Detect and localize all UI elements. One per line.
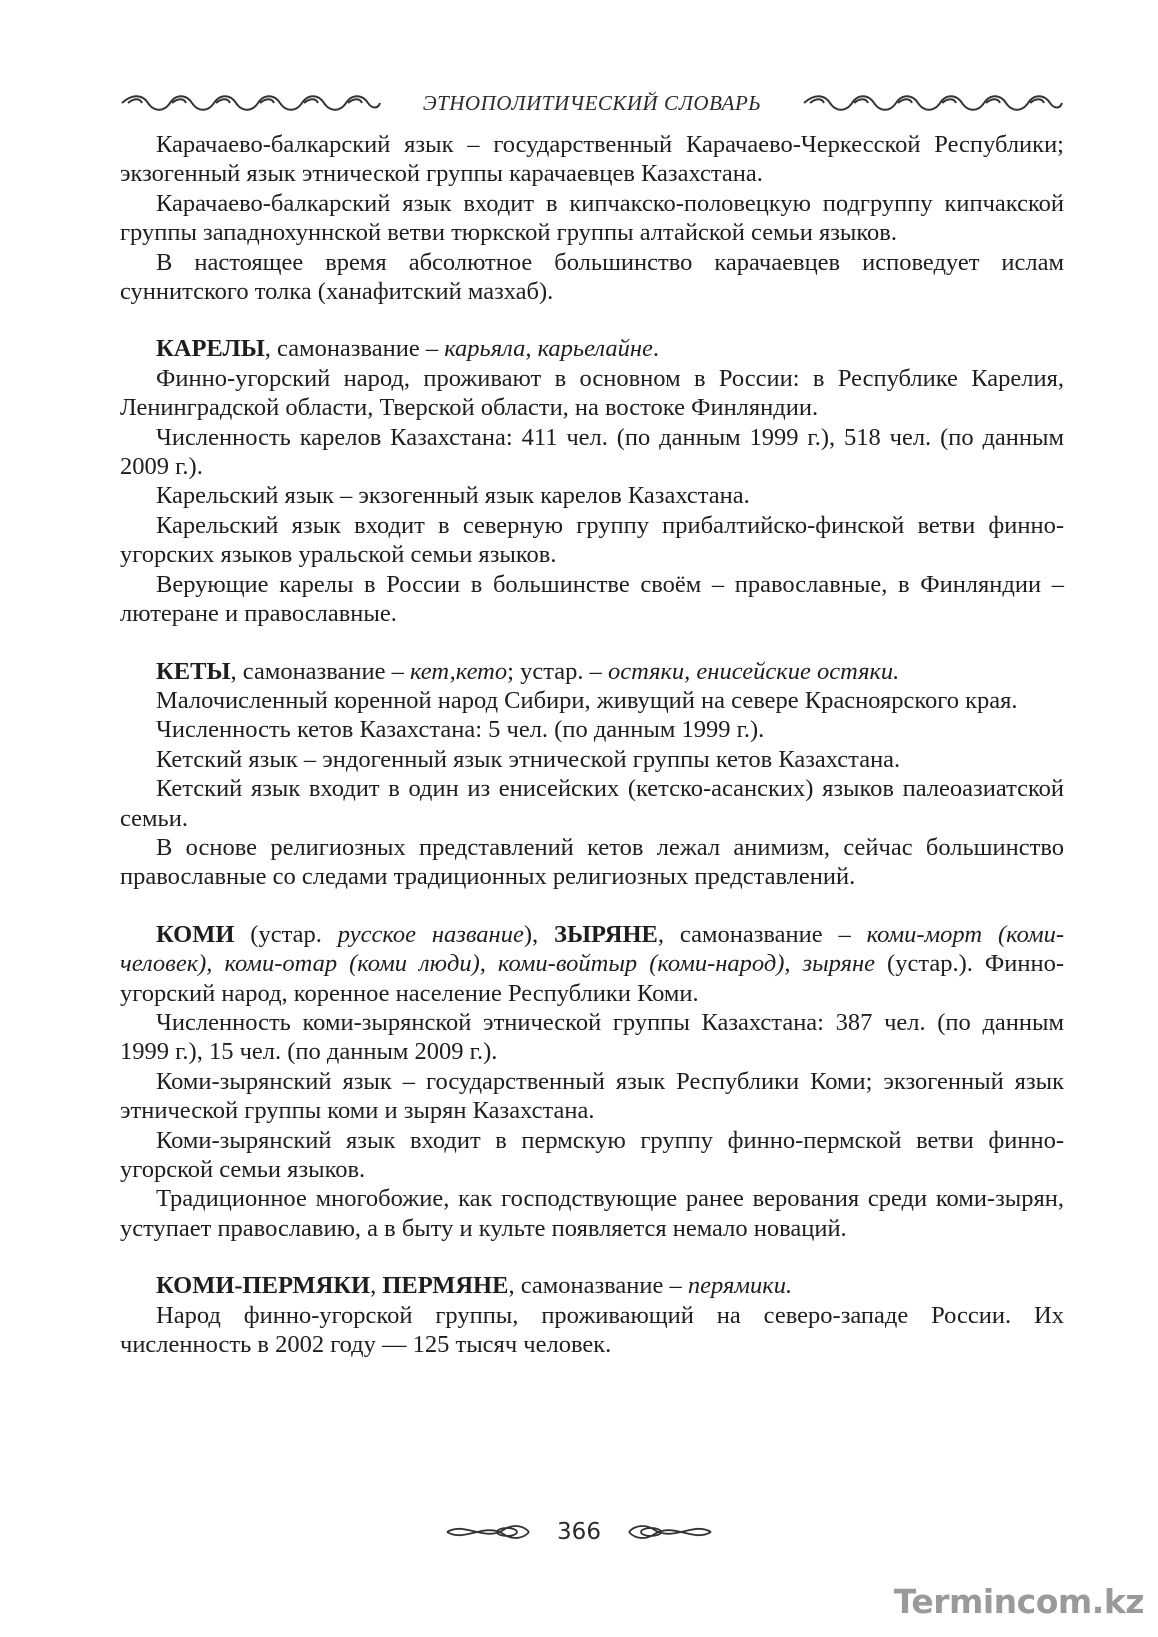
entry-paragraph: Малочисленный коренной народ Сибири, живущий на севере Красноярского края. (156, 686, 1018, 714)
entry-paragraph: Карельский язык входит в северную группу прибалтийско-финской ветви финно-угорских языков уральской семьи языков. (120, 511, 1064, 569)
entry-kety (120, 657, 1064, 892)
self-name: карьяла, карьелайне (444, 335, 653, 363)
headword: КОМИ (156, 920, 235, 948)
self-name: коми-морт (коми-человек), коми-отар (коми люди), коми-войтыр (коми-народ), зыряне (120, 920, 1065, 978)
headword: ПЕРМЯНЕ (382, 1272, 509, 1300)
running-header (120, 86, 1064, 120)
self-name: перямики. (687, 1272, 793, 1300)
entry-heading: КЕТЫ, самоназвание – кет,кето; устар. – остяки, енисейские остяки. (156, 657, 900, 685)
entry-heading: КОМИ-ПЕРМЯКИ, ПЕРМЯНЕ, самоназвание – перямики. (156, 1272, 793, 1300)
entry-paragraph: Коми-зырянский язык – государственный язык Республики Коми; экзогенный язык этнической группы коми и зырян Казахстана. (120, 1067, 1064, 1125)
intro-paragraph: В настоящее время абсолютное большинство карачаевцев исповедует ислам суннитского толка (ханафитский мазхаб). (120, 248, 1064, 306)
entry-paragraph: Численность карелов Казахстана: 411 чел. (по данным 1999 г.), 518 чел. (по данным 2009 г.). (120, 423, 1064, 481)
entry-paragraph: Традиционное многобожие, как господствующие ранее верования среди коми-зырян, уступает православию, а в быту и культе появляется немало новаций. (120, 1185, 1064, 1242)
old-name: остяки, енисейские остяки. (607, 657, 900, 685)
page-footer (0, 1515, 1158, 1549)
self-name: кет,кето (409, 657, 508, 685)
entry-karely (120, 334, 1064, 628)
name-note: русское название (337, 920, 524, 948)
ornament-left-icon (120, 92, 382, 114)
headword: ЗЫРЯНЕ (554, 920, 658, 948)
entry-paragraph: Карельский язык – экзогенный язык карелов Казахстана. (156, 482, 750, 510)
entry-paragraph: Кетский язык входит в один из енисейских (кетско-асанских) языков палеоазиатской семьи. (120, 775, 1064, 832)
entry-heading: КОМИ (устар. русское название), ЗЫРЯНЕ, самоназвание – коми-морт (коми-человек), коми-отар (коми люди), коми-войтыр (коми-народ), зыряне (устар.). Финно-угорский народ, коренное население Республики Коми. (120, 920, 1065, 1007)
entry-paragraph: Численность кетов Казахстана: 5 чел. (по данным 1999 г.). (156, 716, 765, 744)
entry-komi-permyaki (120, 1271, 1064, 1359)
intro-paragraph: Карачаево-балкарский язык – государственный Карачаево-Черкесской Республики; экзогенный язык этнической группы карачаевцев Казахстана. (120, 131, 1064, 188)
headword: КЕТЫ (156, 657, 231, 685)
entry-paragraph: Численность коми-зырянской этнической группы Казахстана: 387 чел. (по данным 1999 г.), 15 чел. (по данным 2009 г.). (120, 1008, 1064, 1066)
page-body (120, 130, 1064, 1359)
headword: КОМИ-ПЕРМЯКИ (156, 1272, 371, 1300)
entry-paragraph: Коми-зырянский язык входит в пермскую группу финно-пермской ветви финно-угорской семьи языков. (120, 1126, 1064, 1183)
running-title: ЭТНОПОЛИТИЧЕСКИЙ СЛОВАРЬ (422, 90, 762, 115)
watermark-logo: Termincom.kz (893, 1582, 1144, 1621)
entry-paragraph: Финно-угорский народ, проживают в основном в России: в Республике Карелия, Ленинградской области, Тверской области, на востоке Финляндии. (120, 364, 1064, 422)
entry-komi (120, 920, 1064, 1243)
entry-paragraph: Верующие карелы в России в большинстве своём – православные, в Финляндии – лютеране и православные. (120, 570, 1064, 628)
entry-paragraph: Кетский язык – эндогенный язык этнической группы кетов Казахстана. (156, 745, 901, 773)
intro-paragraph: Карачаево-балкарский язык входит в кипчакско-половецкую подгруппу кипчакской группы западнохуннской ветви тюркской группы алтайской семьи языков. (120, 189, 1064, 247)
entry-paragraph: Народ финно-угорской группы, проживающий на северо-западе России. Их численность в 2002 году — 125 тысяч человек. (120, 1301, 1064, 1359)
ornament-right-icon (802, 92, 1064, 114)
flourish-right-icon (627, 1521, 713, 1543)
flourish-left-icon (445, 1521, 531, 1543)
entry-paragraph: В основе религиозных представлений кетов лежал анимизм, сейчас большинство православные со следами традиционных религиозных представлений. (120, 833, 1064, 891)
headword: КАРЕЛЫ (156, 335, 265, 363)
page-number: 366 (557, 1519, 601, 1545)
entry-heading: КАРЕЛЫ, самоназвание – карьяла, карьелайне. (156, 335, 659, 363)
